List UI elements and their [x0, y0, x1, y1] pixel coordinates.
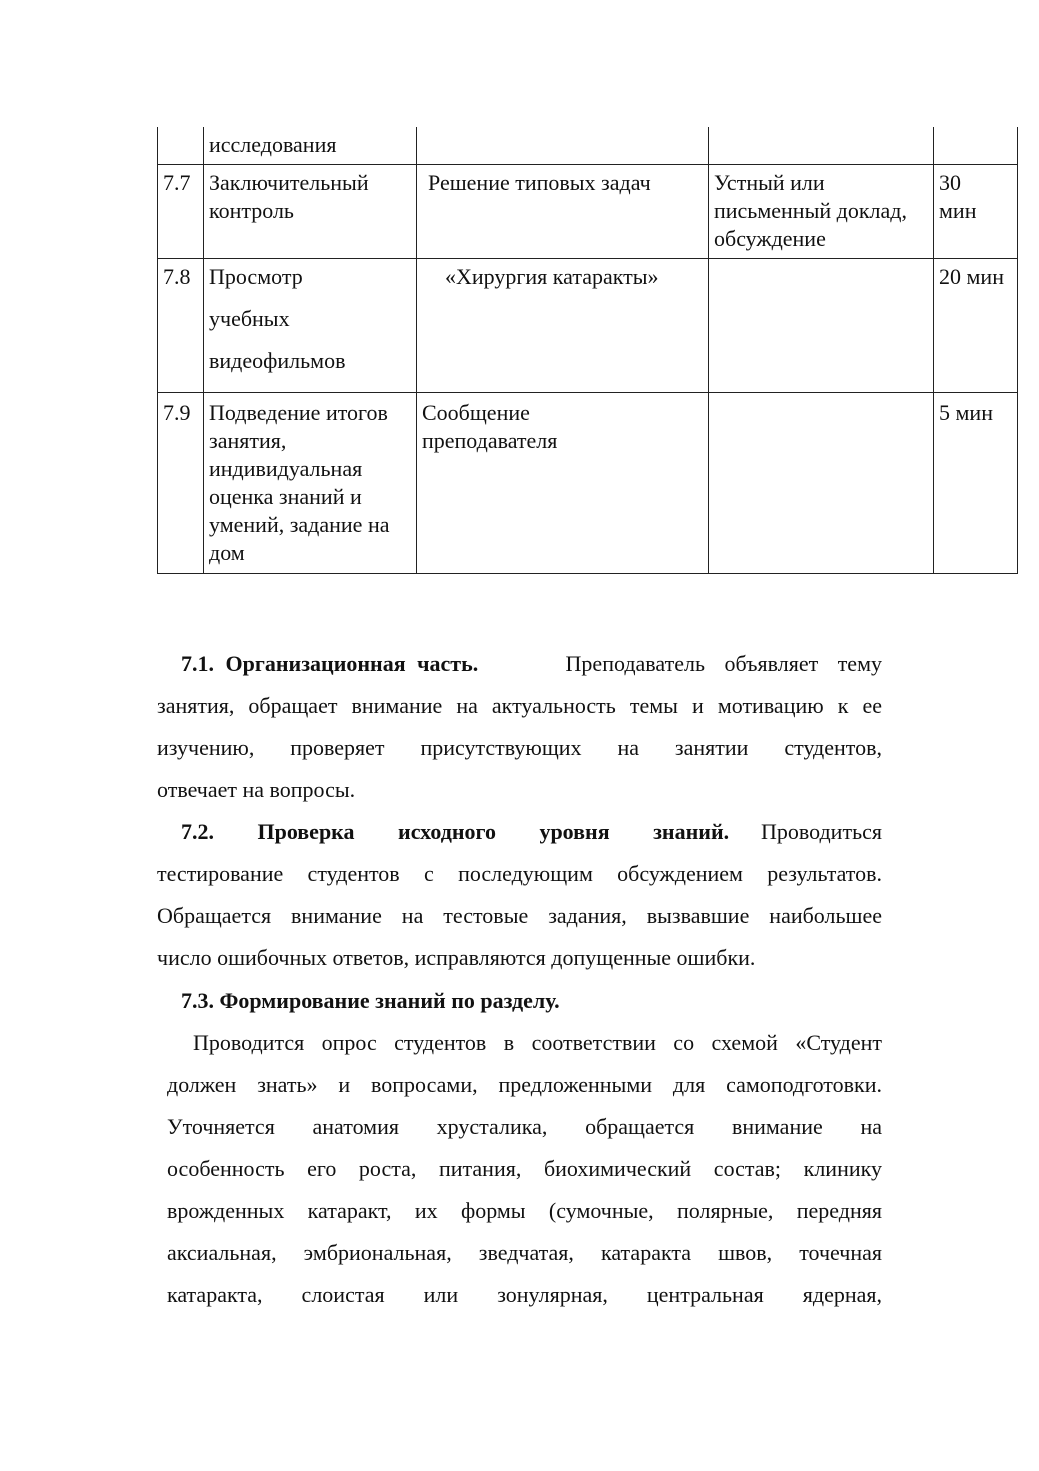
paragraph-line: аксиальная, эмбриональная, зведчатая, катаракта швов, точечная — [167, 1240, 882, 1265]
table-cell-num: 7.7 — [163, 170, 191, 195]
paragraph-line: тестирование студентов с последующим обсуждением результатов. — [157, 861, 882, 886]
row-divider — [157, 164, 1018, 165]
paragraph-line: отвечает на вопросы. — [157, 777, 356, 802]
row-divider — [157, 392, 1018, 393]
section-heading: 7.1. Организационная часть. — [181, 651, 479, 676]
section-7-3 — [167, 1022, 882, 1316]
paragraph-line: занятия, обращает внимание на актуальность темы и мотивацию к ее — [157, 693, 882, 718]
paragraph-line: изучению, проверяет присутствующих на занятии студентов, — [157, 735, 882, 760]
column-divider — [203, 127, 204, 574]
paragraph-line: Проводится опрос студентов в соответствии со схемой «Студент — [193, 1030, 882, 1055]
section-7-3-heading — [181, 980, 560, 1022]
table-cell-stage: исследования — [209, 132, 337, 157]
table-cell-stage: Подведение итогов занятия, индивидуальная оценка знаний и умений, задание на дом — [209, 400, 390, 565]
table-cell-num: 7.8 — [163, 264, 191, 289]
paragraph-line: Обращается внимание на тестовые задания, вызвавшие наибольшее — [157, 903, 882, 928]
paragraph-line: число ошибочных ответов, исправляются допущенные ошибки. — [157, 945, 756, 970]
section-7-1-first-line — [157, 643, 882, 685]
table-cell-stage: Просмотр учебных видеофильмов — [209, 264, 346, 373]
table-cell-num: 7.9 — [163, 400, 191, 425]
table-border-left — [157, 127, 158, 574]
table-cell-form: Устный или письменный доклад, обсуждение — [714, 170, 907, 251]
row-divider — [157, 573, 1018, 574]
paragraph-line: Преподаватель объявляет тему — [565, 651, 882, 676]
section-7-2 — [157, 811, 882, 979]
table-cell-stage: Заключительный контроль — [209, 170, 369, 223]
table-cell-content: Сообщение преподавателя — [422, 400, 558, 453]
paragraph-line: катаракта, слоистая или зонулярная, центральная ядерная, — [167, 1282, 882, 1307]
table-border-right — [1017, 127, 1018, 574]
paragraph-line: Проводиться — [761, 819, 882, 844]
section-7-2-first-line — [157, 811, 882, 853]
table-cell-content: «Хирургия катаракты» — [445, 264, 659, 289]
table-cell-content: Решение типовых задач — [428, 170, 651, 195]
paragraph-line: должен знать» и вопросами, предложенными для самоподготовки. — [167, 1072, 882, 1097]
section-heading: 7.2. Проверка исходного уровня знаний. — [181, 819, 730, 844]
paragraph-line: врожденных катаракт, их формы (сумочные, полярные, передняя — [167, 1198, 882, 1223]
table-cell-time: 30 мин — [939, 170, 977, 223]
column-divider — [933, 127, 934, 574]
paragraph-line: Уточняется анатомия хрусталика, обращается внимание на — [167, 1114, 882, 1139]
section-7-1 — [157, 643, 882, 811]
column-divider — [416, 127, 417, 574]
column-divider — [708, 127, 709, 574]
paragraph-line: особенность его роста, питания, биохимический состав; клинику — [167, 1156, 882, 1181]
section-heading: 7.3. Формирование знаний по разделу. — [181, 988, 560, 1013]
table-cell-time: 20 мин — [939, 264, 1004, 289]
schedule-table — [157, 127, 1018, 574]
table-cell-time: 5 мин — [939, 400, 993, 425]
